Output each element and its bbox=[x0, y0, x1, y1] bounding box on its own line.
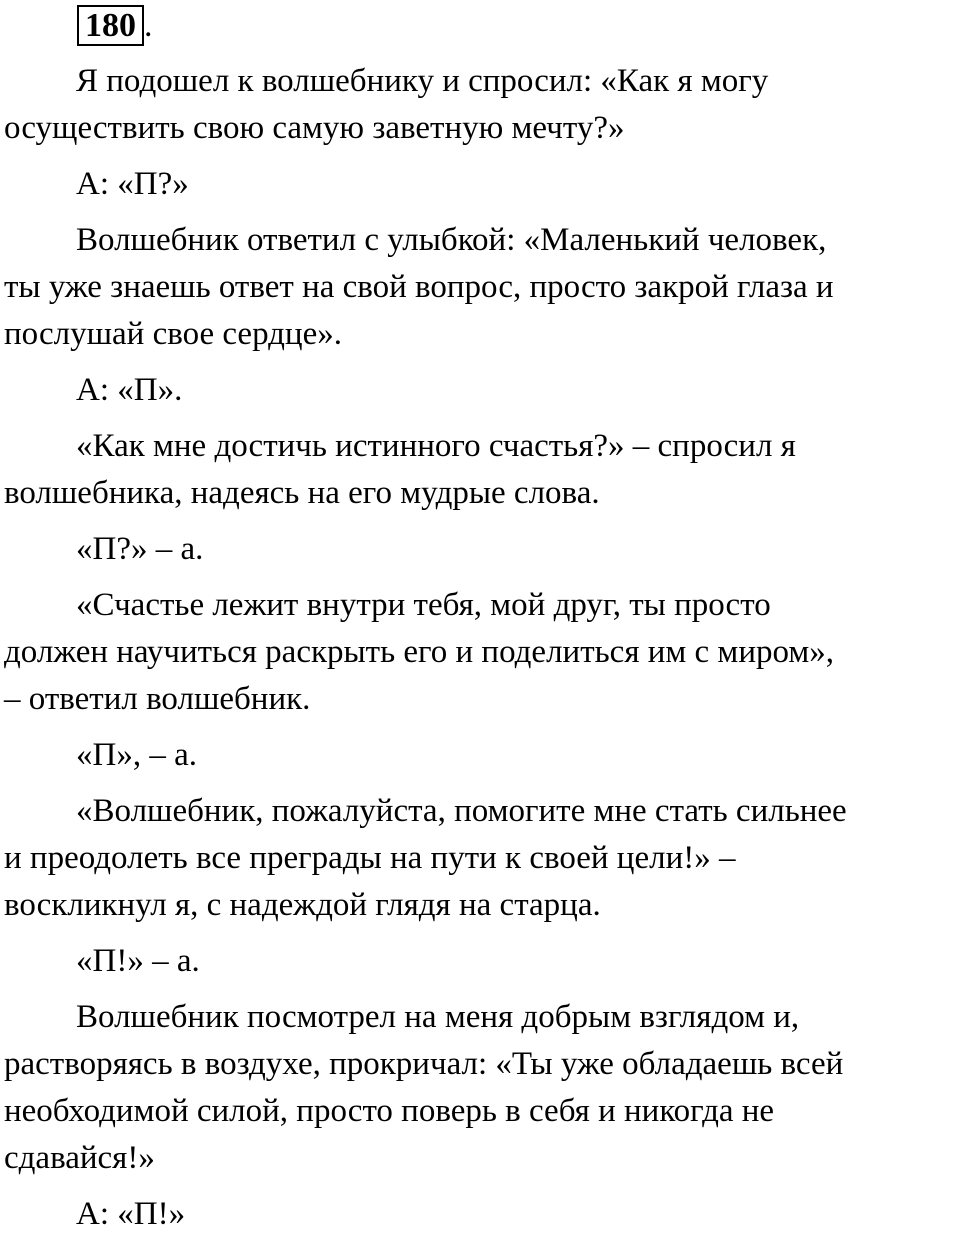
exercise-number-box: 180 bbox=[77, 5, 144, 46]
paragraph: «Как мне достичь истинного счастья?» – спросил я волшебника, надеясь на его мудрые слова. bbox=[4, 428, 796, 511]
paragraph: «Волшебник, пожалуйста, помогите мне стать сильнее и преодолеть все преграды на пути к своей цели!» – воскликнул я, с надеждой глядя на старца. bbox=[4, 793, 847, 923]
paragraph: Я подошел к волшебнику и спросил: «Как я могу осуществить свою самую заветную мечту?» bbox=[4, 63, 769, 146]
paragraph: «П», – а. bbox=[76, 737, 197, 773]
exercise-text bbox=[4, 58, 960, 1247]
paragraph: Волшебник ответил с улыбкой: «Маленький человек, ты уже знаешь ответ на свой вопрос, просто закрой глаза и послушай свое сердце». bbox=[4, 222, 834, 352]
paragraph: А: «П!» bbox=[76, 1196, 186, 1232]
exercise-number-dot: . bbox=[144, 7, 153, 44]
exercise-number bbox=[77, 5, 153, 46]
paragraph: Волшебник посмотрел на меня добрым взглядом и, растворяясь в воздухе, прокричал: «Ты уже обладаешь всей необходимой силой, просто поверь в себя и никогда не сдавайся!» bbox=[4, 999, 844, 1176]
paragraph: «Счастье лежит внутри тебя, мой друг, ты просто должен научиться раскрыть его и поделиться им с миром», – ответил волшебник. bbox=[4, 587, 834, 717]
paragraph: А: «П». bbox=[76, 372, 183, 408]
paragraph: «П!» – а. bbox=[76, 943, 200, 979]
paragraph: «П?» – а. bbox=[76, 531, 204, 567]
paragraph: А: «П?» bbox=[76, 166, 189, 202]
